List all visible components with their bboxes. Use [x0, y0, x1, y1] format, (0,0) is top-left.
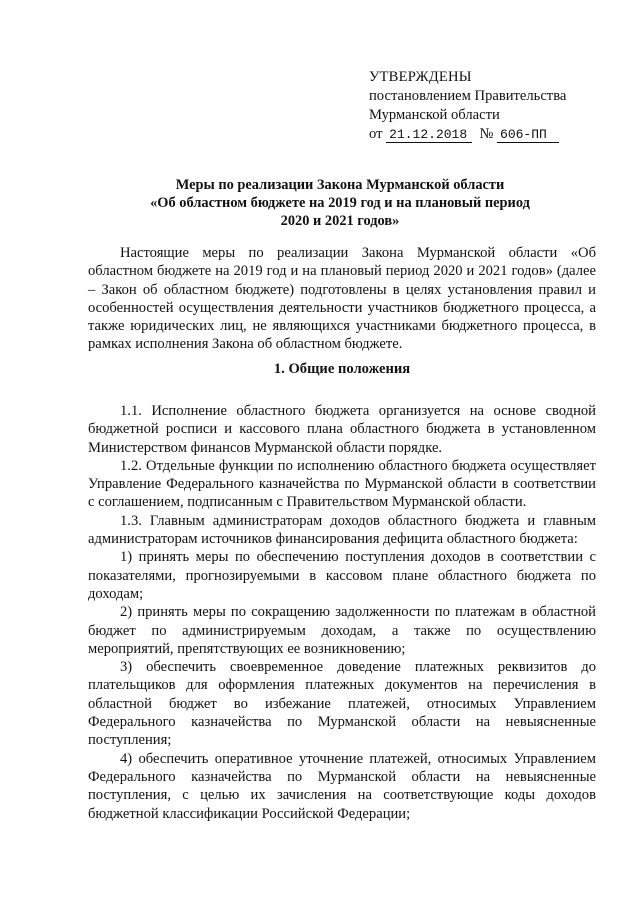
approval-date-line: [369, 125, 566, 144]
date-prefix: от: [369, 126, 383, 142]
paragraph: 1) принять меры по обеспечению поступления доходов в соответствии с показателями, прогнозируемыми в кассовом плане областного бюджета по доходам;: [88, 549, 596, 602]
document-title: [80, 176, 600, 230]
intro-block: [88, 244, 596, 354]
paragraph: 1.2. Отдельные функции по исполнению областного бюджета осуществляет Управление Федерального казначейства по Мурманской области в соответствии с соглашением, подписанным с Правительством Мурманской области.: [88, 457, 596, 511]
paragraph: 4) обеспечить оперативное уточнение платежей, относимых Управлением Федерального казначейства по Мурманской области на невыясненные поступления, с целью их зачисления на соответствующие коды доходов бюджетной классификации Российской Федерации;: [88, 750, 596, 822]
number-prefix: №: [479, 126, 494, 142]
approval-number: 606-ПП: [497, 128, 559, 143]
approval-stamp: [369, 68, 566, 144]
paragraph: 1.3. Главным администраторам доходов областного бюджета и главным администраторам источников финансирования дефицита областного бюджета:: [88, 512, 596, 548]
section-body: [88, 402, 596, 823]
title-line-2: «Об областном бюджете на 2019 год и на плановый период: [150, 195, 530, 211]
approval-title: УТВЕРЖДЕНЫ: [369, 69, 472, 85]
paragraph: 1.1. Исполнение областного бюджета организуется на основе сводной бюджетной росписи и кассового плана областного бюджета в установленном Министерством финансов Мурманской области порядке.: [88, 403, 596, 456]
paragraph: 3) обеспечить своевременное доведение платежных реквизитов до плательщиков для оформления платежных документов на перечисления в областной бюджет во избежание платежей, относимых Управлением Федерального казначейства по Мурманской области на невыясненные поступления;: [88, 659, 596, 749]
approval-line-2: Мурманской области: [369, 107, 500, 123]
approval-date: 21.12.2018: [386, 128, 472, 143]
approval-line-1: постановлением Правительства: [369, 88, 567, 104]
title-line-1: Меры по реализации Закона Мурманской области: [175, 177, 505, 193]
paragraph: 2) принять меры по сокращению задолженности по платежам в областной бюджет по администрируемым доходам, а также по осуществлению мероприятий, препятствующих ее возникновению;: [88, 604, 596, 657]
title-line-3: 2020 и 2021 годов»: [280, 213, 400, 229]
intro-paragraph: Настоящие меры по реализации Закона Мурманской области «Об областном бюджете на 2019 год и на плановый период 2020 и 2021 годов» (далее – Закон об областном бюджете) подготовлены в целях установления правил и особенностей осуществления деятельности участников бюджетного процесса, а также юридических лиц, не являющихся участниками бюджетного процесса, в рамках исполнения Закона об областном бюджете.: [88, 245, 596, 353]
section-heading: 1. Общие положения: [273, 361, 411, 377]
